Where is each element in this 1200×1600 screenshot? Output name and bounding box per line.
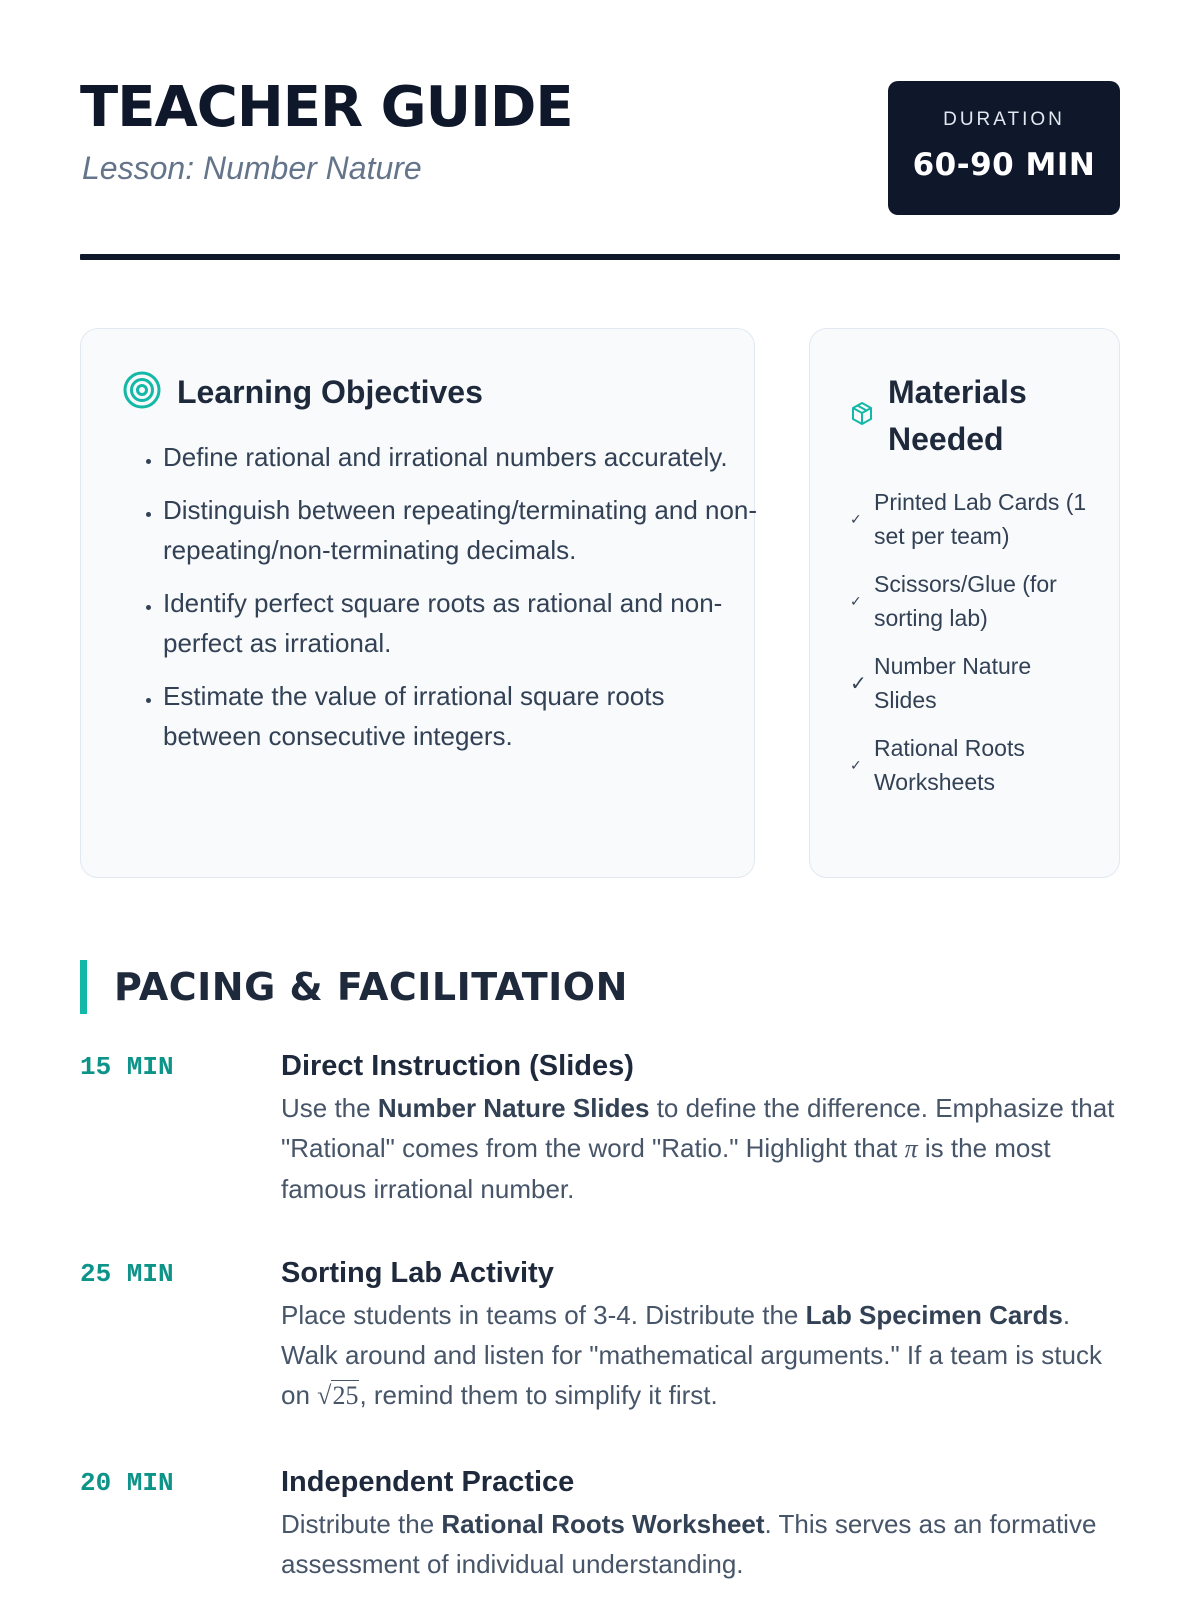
material-label: Number Nature Slides (874, 653, 1032, 713)
step-title: Sorting Lab Activity (281, 1257, 554, 1289)
materials-list (850, 485, 1100, 813)
emphasis-text: Number Nature Slides (377, 1093, 650, 1123)
material-label: Rational Roots Worksheets (874, 735, 1025, 795)
materials-card (809, 328, 1120, 878)
checkmark-icon: ✓ (850, 672, 867, 695)
step-description: Distribute the Rational Roots Worksheet. This serves as an formative assessment of individual understanding. (281, 1509, 1097, 1579)
step-body (281, 1253, 1121, 1416)
checkmark-icon: ✓ (850, 592, 862, 609)
checkmark-icon: ✓ (850, 510, 862, 527)
materials-title: Materials Needed (888, 374, 1027, 457)
target-icon (123, 371, 161, 414)
list-item: • Identify perfect square roots as rational and non-perfect as irrational. (163, 583, 763, 663)
step-time: 15 MIN (80, 1052, 174, 1082)
step-body (281, 1046, 1121, 1209)
duration-badge (888, 81, 1120, 215)
list-item (850, 567, 1100, 635)
step-time: 20 MIN (80, 1468, 174, 1498)
material-label: Scissors/Glue (for sorting lab) (874, 571, 1057, 631)
teacher-guide-page (80, 0, 1120, 1579)
learning-objectives-card (80, 328, 758, 878)
list-item (850, 731, 1100, 799)
objectives-title: Learning Objectives (177, 374, 483, 410)
list-item: • Estimate the value of irrational square roots between consecutive integers. (163, 676, 763, 756)
duration-label: DURATION (943, 109, 1065, 130)
step-description: Place students in teams of 3-4. Distribute the Lab Specimen Cards. Walk around and listen for "mathematical arguments." If a team is stuck on √25, remind them to simplify it first. (281, 1300, 1102, 1410)
duration-value: 60-90 MIN (912, 147, 1096, 183)
guide-header (80, 0, 1120, 262)
emphasis-text: Rational Roots Worksheet (441, 1509, 765, 1539)
pacing-title: PACING & FACILITATION (114, 965, 628, 1009)
list-item (850, 649, 1100, 717)
list-item: • Define rational and irrational numbers accurately. (163, 437, 763, 477)
step-body (281, 1462, 1121, 1584)
emphasis-text: Lab Specimen Cards (805, 1300, 1063, 1330)
step-title: Independent Practice (281, 1466, 575, 1498)
step-description: Use the Number Nature Slides to define the difference. Emphasize that "Rational" comes from the word "Ratio." Highlight that π is the most famous irrational number. (281, 1093, 1115, 1204)
header-divider (80, 254, 1120, 260)
material-label: Printed Lab Cards (1 set per team) (874, 489, 1087, 549)
materials-header (850, 369, 1078, 463)
lesson-subtitle: Lesson: Number Nature (82, 150, 422, 186)
checkmark-icon: ✓ (850, 756, 862, 773)
list-item (850, 485, 1100, 553)
list-item: • Distinguish between repeating/terminating and non-repeating/non-terminating decimals. (163, 490, 763, 570)
page-title: TEACHER GUIDE (80, 75, 573, 140)
pacing-section-header (80, 960, 628, 1014)
package-icon (850, 401, 874, 432)
square-root-expression: √25 (317, 1381, 359, 1410)
objectives-header (123, 371, 483, 414)
step-title: Direct Instruction (Slides) (281, 1050, 634, 1082)
pi-symbol: π (904, 1134, 918, 1163)
step-time: 25 MIN (80, 1259, 174, 1289)
objectives-list (121, 437, 763, 769)
